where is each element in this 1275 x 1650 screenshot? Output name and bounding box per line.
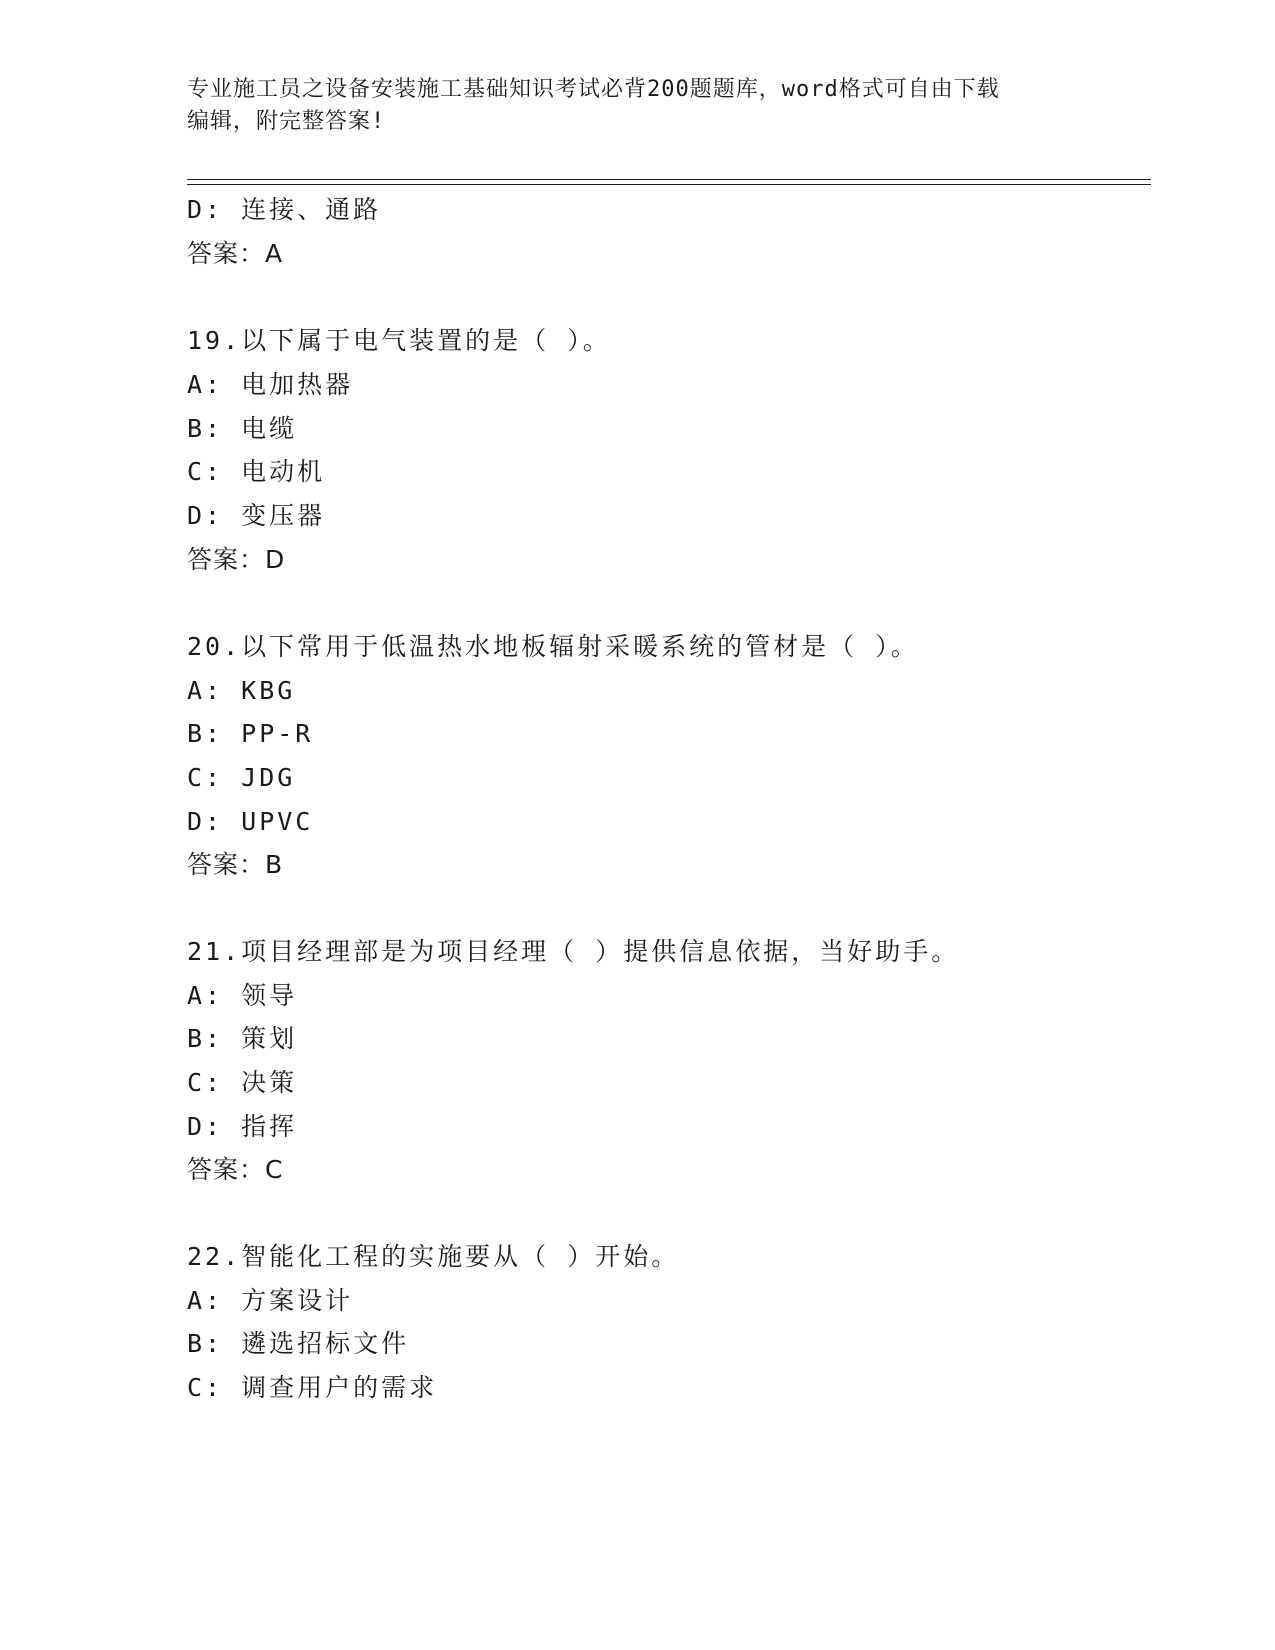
question-20-answer: 答案：B — [187, 850, 284, 879]
question-19-option-c: C: 电动机 — [187, 457, 326, 486]
question-18-answer: 答案：A — [187, 239, 284, 268]
question-20-option-b: B: PP-R — [187, 719, 314, 748]
question-21-option-b: B: 策划 — [187, 1024, 298, 1053]
question-21-option-d: D: 指挥 — [187, 1112, 298, 1141]
header-line-2: 编辑，附完整答案! — [187, 109, 386, 134]
header-divider-top — [187, 179, 1151, 180]
question-19-option-a: A: 电加热器 — [187, 370, 354, 399]
question-22-option-b: B: 遴选招标文件 — [187, 1329, 410, 1358]
question-20-option-a: A: KBG — [187, 676, 296, 705]
question-22-option-a: A: 方案设计 — [187, 1286, 354, 1315]
question-18-option-d: D: 连接、通路 — [187, 195, 382, 224]
question-20-option-c: C: JDG — [187, 763, 296, 792]
header-divider-bottom — [187, 184, 1151, 185]
header-line-1: 专业施工员之设备安装施工基础知识考试必背200题题库，word格式可自由下载 — [187, 77, 1000, 102]
question-19-answer: 答案：D — [187, 545, 286, 574]
question-22-stem: 22.智能化工程的实施要从（ ）开始。 — [187, 1242, 680, 1271]
question-21-stem: 21.项目经理部是为项目经理（ ）提供信息依据，当好助手。 — [187, 937, 960, 966]
question-21-answer: 答案：C — [187, 1155, 284, 1184]
document-header — [187, 74, 1067, 138]
question-21-option-c: C: 决策 — [187, 1068, 298, 1097]
question-20-stem: 20.以下常用于低温热水地板辐射采暖系统的管材是（ ）。 — [187, 632, 919, 661]
question-20-option-d: D: UPVC — [187, 807, 314, 836]
question-19-stem: 19.以下属于电气装置的是（ ）。 — [187, 326, 611, 355]
question-22-option-c: C: 调查用户的需求 — [187, 1373, 438, 1402]
question-19-option-b: B: 电缆 — [187, 414, 298, 443]
question-21-option-a: A: 领导 — [187, 981, 298, 1010]
question-19-option-d: D: 变压器 — [187, 501, 326, 530]
